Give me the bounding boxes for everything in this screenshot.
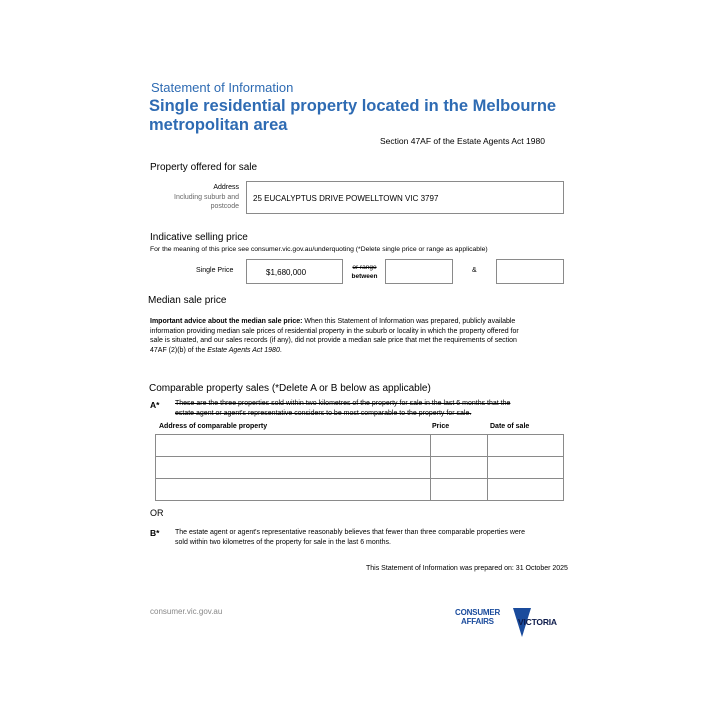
median-advice-line2: information providing median sale prices of residential property in the suburb or locality in which the property offered for [150,327,519,335]
col-price-header: Price [432,423,450,430]
option-a-text [175,399,575,418]
comparable-price-cell[interactable] [431,457,488,479]
comparable-heading: Comparable property sales (*Delete A or B below as applicable) [149,383,431,394]
address-field[interactable] [246,181,564,214]
act-reference: Section 47AF of the Estate Agents Act 1980 [380,136,545,146]
option-a-line2: estate agent or agent's representative considers to be most comparable to the property for sale. [175,409,472,417]
median-advice [150,317,570,355]
or-label: OR [150,508,164,518]
comparable-address-cell[interactable] [156,479,431,501]
median-advice-line4b: . [279,346,282,354]
comparable-table [155,434,564,501]
comparable-date-cell[interactable] [488,435,564,457]
comparable-address-cell[interactable] [156,457,431,479]
address-label: Address [213,184,239,191]
comparable-date-cell[interactable] [488,457,564,479]
option-b-marker: B* [150,528,160,538]
table-row [156,479,564,501]
option-b-line1: The estate agent or agent's representative reasonably believes that fewer than three comparable properties were [175,529,525,536]
range-label [346,263,383,281]
table-row [156,435,564,457]
median-heading: Median sale price [148,295,227,306]
range-from-field[interactable] [385,259,453,284]
option-a-line1: These are the three properties sold within two kilometres of the property for sale in the last 6 months that the [175,400,511,407]
page-title-line1: Single residential property located in the Melbourne [149,97,557,115]
address-sublabel-2: postcode [210,203,239,210]
range-label-line1: or range [352,264,377,271]
median-advice-line1: When this Statement of Information was prepared, publicly available [302,318,516,325]
address-label-block [150,183,239,212]
comparable-price-cell[interactable] [431,479,488,501]
single-price-field[interactable] [246,259,343,284]
col-address-header: Address of comparable property [159,423,268,430]
option-a-marker: A* [150,400,160,410]
range-label-line2: between [351,273,378,280]
page-title [149,97,556,135]
comparable-price-cell[interactable] [431,435,488,457]
median-advice-line4a: 47AF (2)(b) of the [150,346,208,354]
consumer-affairs-victoria-logo [455,606,567,640]
option-b-text [175,528,575,547]
page-title-line2: metropolitan area [149,116,288,134]
property-heading: Property offered for sale [150,162,258,173]
range-to-field[interactable] [496,259,564,284]
single-price-value: $1,680,000 [266,268,307,277]
logo-victoria: VICTORIA [518,617,557,627]
logo-line1: CONSUMER [455,608,501,617]
indicative-heading: Indicative selling price [150,232,248,243]
document-type: Statement of Information [151,80,294,95]
single-price-label: Single Price [196,267,234,274]
median-advice-act: Estate Agents Act 1980 [207,346,280,354]
range-ampersand: & [472,267,477,274]
median-advice-line3: sale is situated, and our sales records (if any), did not provide a median sale price that met the requirements of section [150,337,517,344]
table-row [156,457,564,479]
footer-url[interactable]: consumer.vic.gov.au [150,607,223,616]
logo-line2: AFFAIRS [461,617,494,626]
comparable-address-cell[interactable] [156,435,431,457]
address-value: 25 EUCALYPTUS DRIVE POWELLTOWN VIC 3797 [253,194,439,203]
indicative-note: For the meaning of this price see consumer.vic.gov.au/underquoting (*Delete single price or range as applicable) [150,246,488,253]
option-b-line2: sold within two kilometres of the property for sale in the last 6 months. [175,538,391,546]
prepared-date: This Statement of Information was prepared on: 31 October 2025 [366,565,568,572]
address-sublabel-1: Including suburb and [174,193,239,201]
logo-text-block [455,608,500,626]
col-date-header: Date of sale [490,423,530,430]
median-advice-bold: Important advice about the median sale price: [150,318,303,325]
comparable-date-cell[interactable] [488,479,564,501]
